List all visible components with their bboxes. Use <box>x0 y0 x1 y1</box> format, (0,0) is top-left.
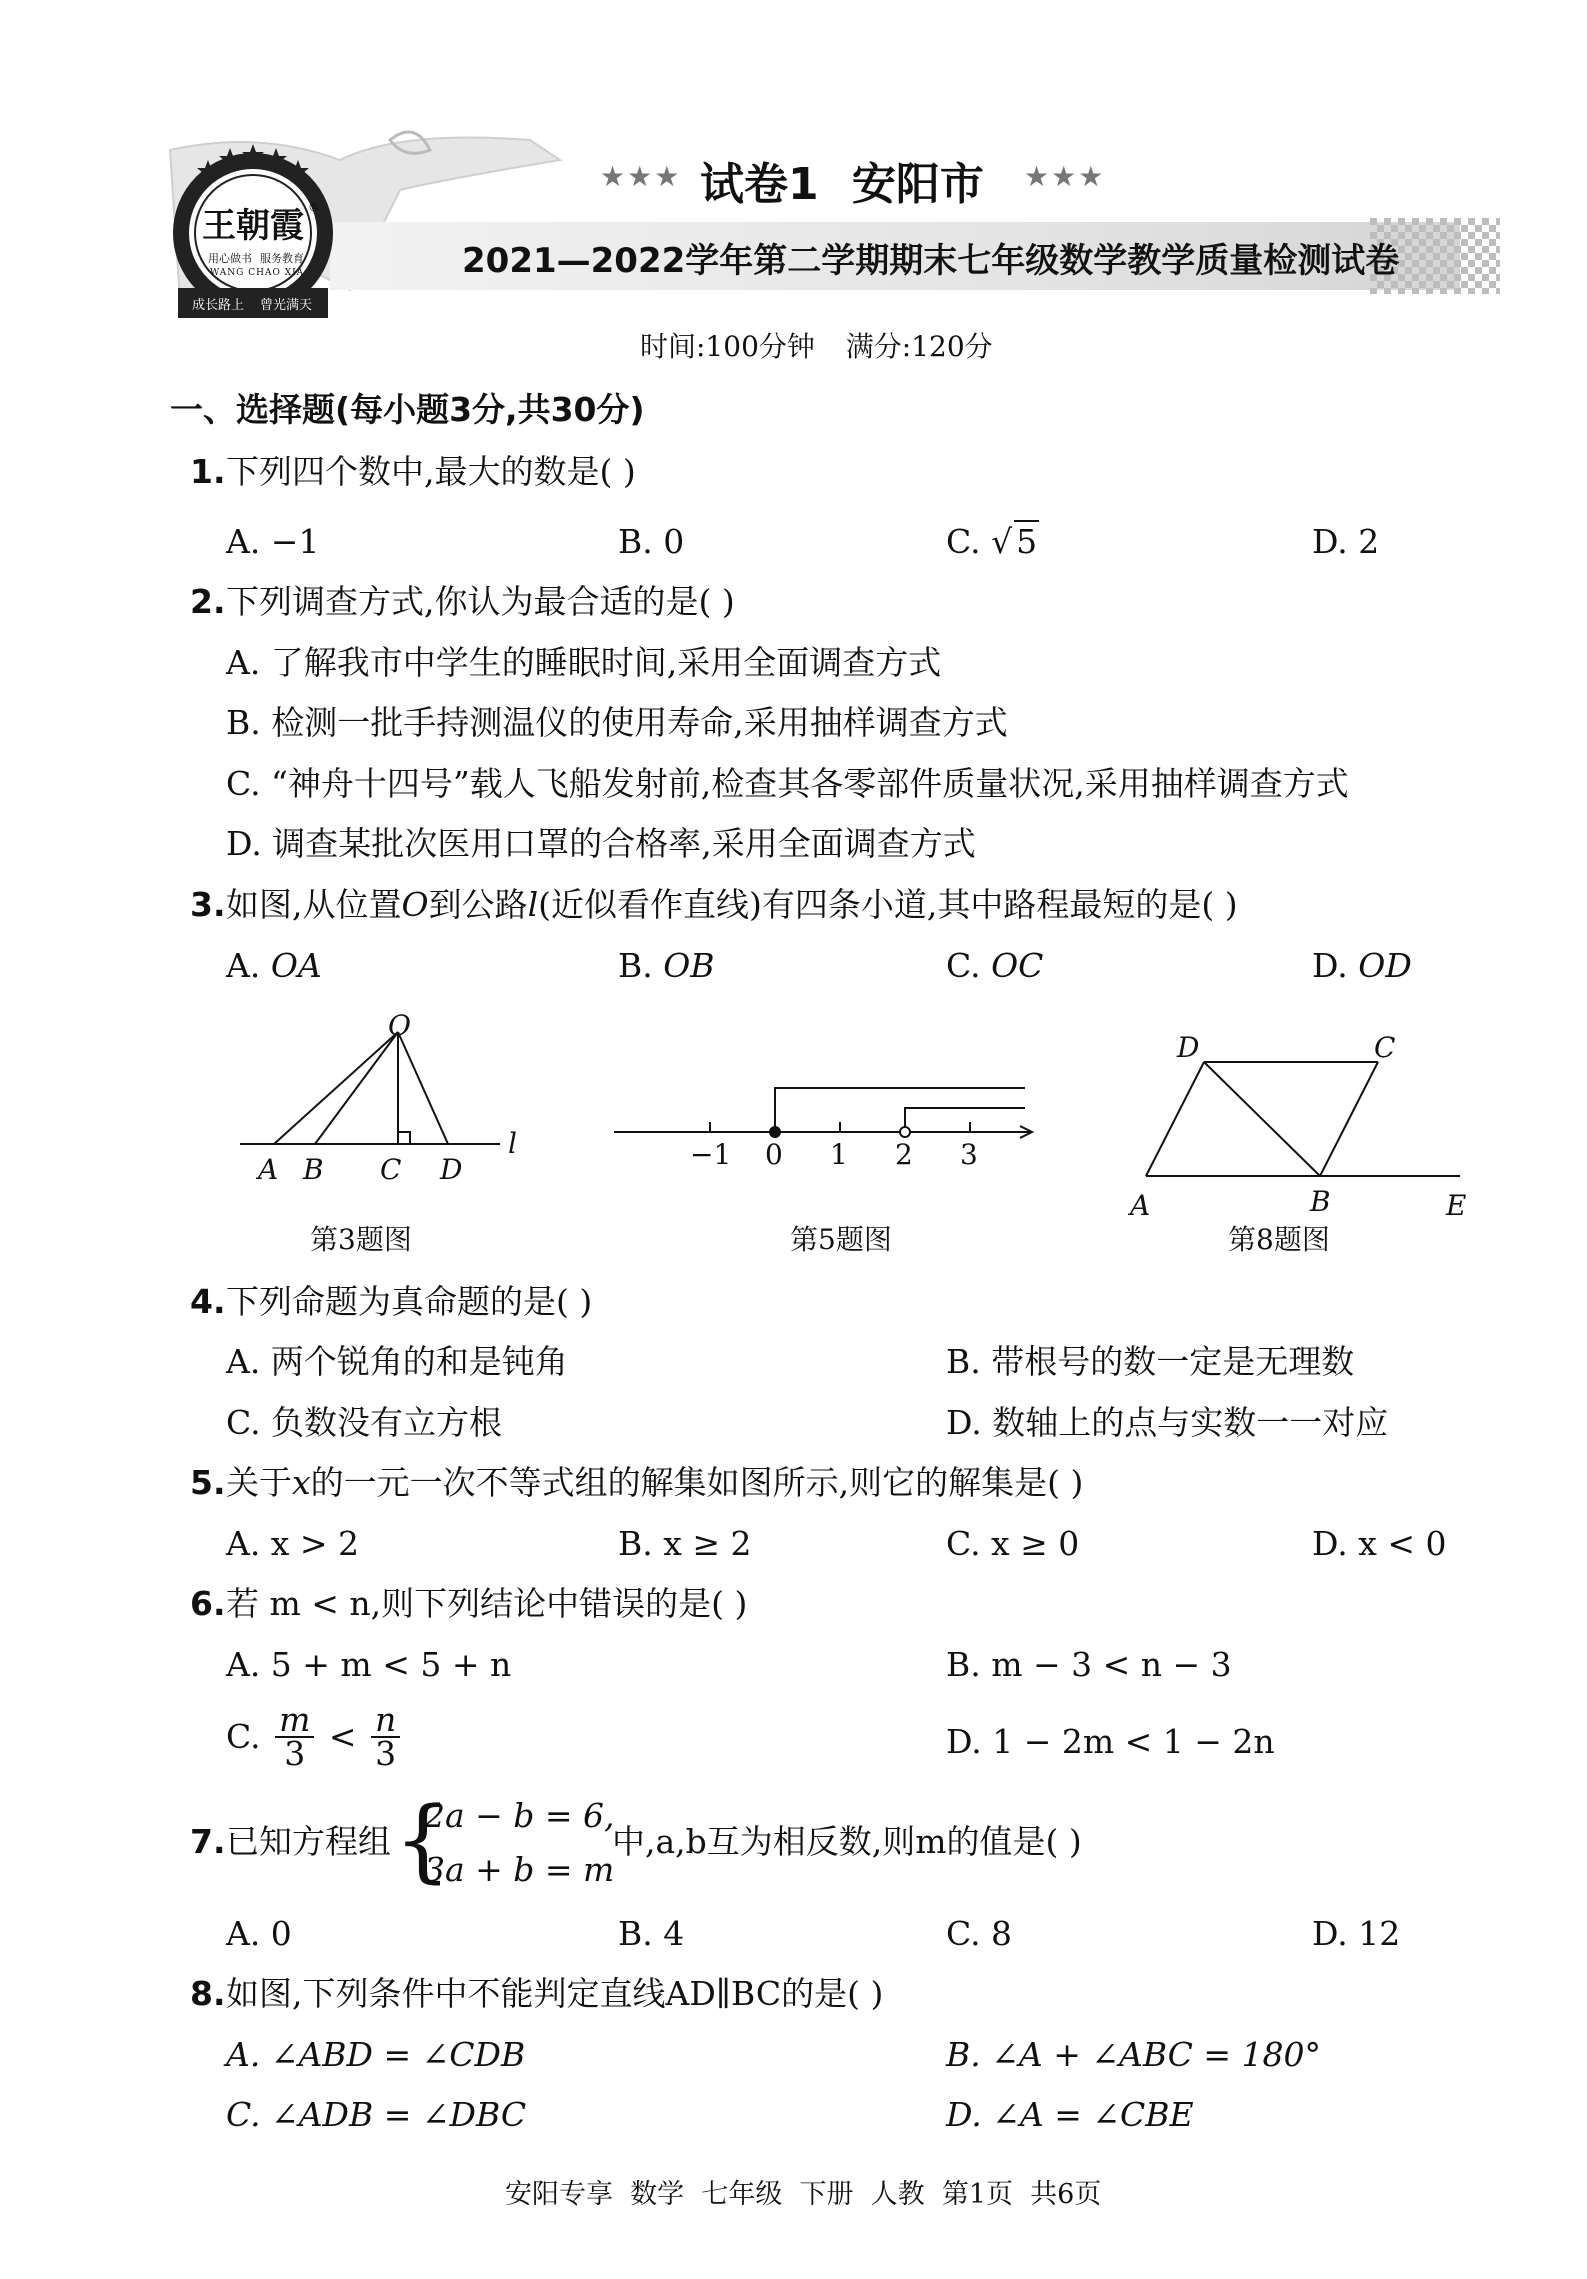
text-part: 如图,从位置 <box>226 885 402 924</box>
time-info: 时间:100分钟 满分:120分 <box>640 330 993 363</box>
text-part: 到公路 <box>428 885 528 924</box>
logo-motto-left: 用心做书 <box>208 252 252 265</box>
option-a: A. 5 + m < 5 + n <box>226 1645 512 1684</box>
paper-title: 试卷1 安阳市 <box>700 159 984 210</box>
question-number: 8. <box>190 1974 226 2013</box>
value: OA <box>270 946 322 985</box>
option-c <box>226 1700 404 1773</box>
tick-label-0: 0 <box>765 1138 783 1171</box>
option-b: B. 0 <box>618 522 685 561</box>
text-part: 的一元一次不等式组的解集如图所示,则它的解集是( ) <box>310 1463 1084 1502</box>
label: D. <box>1312 946 1348 985</box>
label-d: D <box>1177 1031 1200 1064</box>
question-text-a: 已知方程组 <box>226 1822 391 1861</box>
option-c: C. ∠ADB = ∠DBC <box>226 2095 527 2134</box>
logo-registered-mark: ® <box>308 200 320 214</box>
option-b: B. 检测一批手持测温仪的使用寿命,采用抽样调查方式 <box>226 703 1008 742</box>
option-b: B. m − 3 < n − 3 <box>946 1645 1232 1684</box>
option-b: B. ∠A + ∠ABC = 180° <box>946 2035 1322 2074</box>
option-b: B. x ≥ 2 <box>618 1524 752 1563</box>
option-c-prefix: C. <box>226 1717 261 1756</box>
var-l: l <box>527 885 539 924</box>
option-d: D. 12 <box>1312 1914 1401 1953</box>
tick-label-1: 1 <box>830 1138 848 1171</box>
option-c: C. “神舟十四号”载人飞船发射前,检查其各零部件质量状况,采用抽样调查方式 <box>226 764 1349 803</box>
label-e: E <box>1446 1189 1467 1222</box>
logo-banner-right: 曾光满天 <box>260 298 313 313</box>
label: C. <box>946 946 981 985</box>
system-brace: { <box>394 1788 452 1893</box>
equation-1: 2a − b = 6, <box>424 1796 615 1835</box>
question-text: 如图,下列条件中不能判定直线AD∥BC的是( ) <box>226 1974 884 2013</box>
stars-right: ★★★ <box>1024 160 1106 193</box>
logo-banner-left: 成长路上 <box>192 298 245 313</box>
option-c-radicand: 5 <box>1016 522 1038 561</box>
label-a: A <box>258 1153 279 1186</box>
solution-ray-0 <box>775 1088 1025 1132</box>
question-text: 若 m < n,则下列结论中错误的是( ) <box>226 1584 748 1623</box>
numerator: n <box>371 1704 400 1738</box>
option-d: D. 1 − 2m < 1 − 2n <box>946 1722 1275 1761</box>
label: B. <box>618 946 653 985</box>
fraction-m-over-3 <box>275 1700 314 1773</box>
option-c <box>946 946 1043 986</box>
option-b: B. 4 <box>618 1914 685 1953</box>
label: A. <box>226 946 261 985</box>
question-text <box>226 885 1238 925</box>
label-b: B <box>1310 1185 1331 1218</box>
option-d: D. ∠A = ∠CBE <box>946 2095 1194 2134</box>
figure-8-diagram <box>1130 1050 1470 1200</box>
numerator: m <box>275 1704 314 1738</box>
brand-logo <box>168 138 338 328</box>
denominator: 3 <box>284 1734 306 1773</box>
text-part: 关于 <box>226 1463 292 1502</box>
var-o: O <box>401 885 429 924</box>
question-text: 下列命题为真命题的是( ) <box>226 1282 593 1321</box>
path-od <box>398 1032 448 1144</box>
option-d: D. x < 0 <box>1312 1524 1447 1563</box>
line-bc <box>1320 1062 1378 1176</box>
question-number: 3. <box>190 885 226 924</box>
denominator: 3 <box>375 1734 397 1773</box>
tick-label-minus1: −1 <box>690 1138 732 1171</box>
text-part: (近似看作直线)有四条小道,其中路程最短的是( ) <box>538 885 1238 924</box>
figure-5-caption: 第5题图 <box>790 1223 892 1256</box>
option-a: A. 了解我市中学生的睡眠时间,采用全面调查方式 <box>226 643 942 682</box>
label-l: l <box>508 1127 517 1160</box>
logo-motto-right: 服务教育 <box>260 252 304 265</box>
value: OB <box>663 946 715 985</box>
question-number: 4. <box>190 1282 226 1321</box>
value: OD <box>1358 946 1412 985</box>
option-c: C. 负数没有立方根 <box>226 1403 503 1442</box>
figure-8-caption: 第8题图 <box>1228 1223 1330 1256</box>
tick-label-2: 2 <box>895 1138 913 1171</box>
question-number: 6. <box>190 1584 226 1623</box>
line-ad <box>1146 1062 1204 1176</box>
path-oa <box>274 1032 398 1144</box>
fraction-n-over-3 <box>371 1700 400 1773</box>
label-o: O <box>388 1009 411 1042</box>
stars-left: ★★★ <box>600 160 682 193</box>
question-number: 7. <box>190 1822 226 1861</box>
question-number: 1. <box>190 452 226 491</box>
figure-3-caption: 第3题图 <box>310 1223 412 1256</box>
question-number: 5. <box>190 1463 226 1502</box>
logo-brand-name: 王朝霞 <box>202 206 304 246</box>
option-c: C. 8 <box>946 1914 1013 1953</box>
question-text <box>226 1463 1083 1503</box>
option-a: A. ∠ABD = ∠CDB <box>226 2035 526 2074</box>
question-text: 下列调查方式,你认为最合适的是( ) <box>226 582 735 621</box>
option-a: A. 0 <box>226 1914 292 1953</box>
var-x: x <box>292 1463 311 1502</box>
right-angle-mark <box>398 1132 410 1144</box>
label-a: A <box>1130 1189 1151 1222</box>
label-c: C <box>1374 1031 1396 1064</box>
option-d: D. 2 <box>1312 522 1380 561</box>
equation-2: 3a + b = m <box>424 1850 615 1889</box>
solution-ray-2 <box>905 1108 1025 1127</box>
option-b <box>618 946 715 986</box>
label-b: B <box>303 1153 324 1186</box>
value: OC <box>991 946 1044 985</box>
option-c: C. √ 5 <box>946 522 1038 561</box>
tick-label-3: 3 <box>960 1138 978 1171</box>
line-db <box>1204 1062 1320 1176</box>
exam-name: 2021—2022学年第二学期期末七年级数学教学质量检测试卷 <box>462 241 1400 281</box>
option-d: D. 调查某批次医用口罩的合格率,采用全面调查方式 <box>226 824 976 863</box>
question-number: 2. <box>190 582 226 621</box>
option-d <box>1312 946 1412 986</box>
less-than: < <box>328 1717 357 1756</box>
option-c-prefix: C. <box>946 522 981 561</box>
question-text-b: 中,a,b互为相反数,则m的值是( ) <box>612 1822 1082 1861</box>
option-a: A. −1 <box>226 522 320 561</box>
option-a: A. 两个锐角的和是钝角 <box>226 1342 568 1381</box>
path-ob <box>315 1032 398 1144</box>
option-a: A. x > 2 <box>226 1524 360 1563</box>
label-d: D <box>440 1153 463 1186</box>
page-footer: 安阳专享 数学 七年级 下册 人教 第1页 共6页 <box>505 2179 1102 2210</box>
option-a <box>226 946 322 986</box>
logo-ring-text: WANG CHAO XIA <box>210 268 305 278</box>
label-c: C <box>380 1153 402 1186</box>
option-d: D. 数轴上的点与实数一一对应 <box>946 1403 1389 1442</box>
question-text: 下列四个数中,最大的数是( ) <box>226 452 636 491</box>
section-title: 一、选择题(每小题3分,共30分) <box>170 390 645 429</box>
option-c: C. x ≥ 0 <box>946 1524 1080 1563</box>
option-b: B. 带根号的数一定是无理数 <box>946 1342 1355 1381</box>
